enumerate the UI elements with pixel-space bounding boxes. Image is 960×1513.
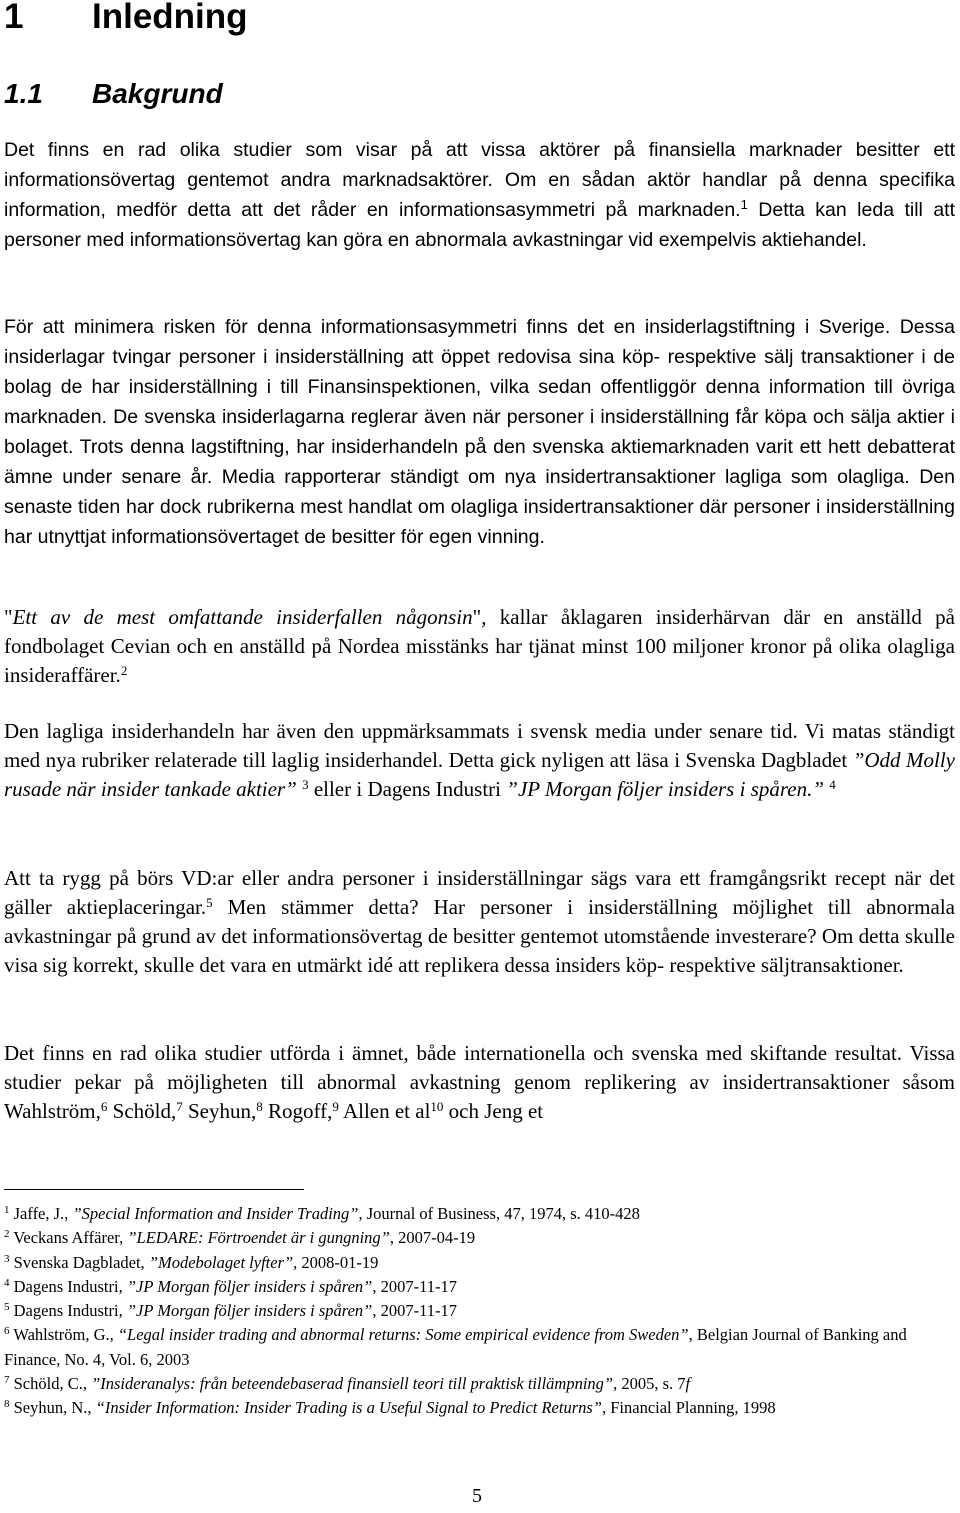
footnote-details: , 2007-11-17 (372, 1276, 457, 1296)
section-title: Bakgrund (92, 78, 223, 109)
footnote-title: ”JP Morgan följer insiders i spåren” (126, 1276, 373, 1296)
paragraph-question (4, 864, 955, 980)
footnote-number: 2 (4, 1228, 10, 1241)
footnote-details: , 2008-01-19 (293, 1252, 379, 1272)
page-number: 5 (472, 1485, 482, 1507)
footnote-number: 8 (4, 1398, 10, 1411)
footnote-title: ”JP Morgan följer insiders i spåren” (126, 1301, 373, 1321)
paragraph-studies (4, 1039, 955, 1126)
footnote-details: , Journal of Business, 47, 1974, s. 410-428 (358, 1204, 640, 1223)
footnote-source: Veckans Affärer, (13, 1228, 128, 1248)
paragraph-text: Allen et al (338, 1099, 431, 1123)
paragraph-text: eller i Dagens Industri (308, 777, 507, 801)
footnote-item (4, 1396, 959, 1420)
article-title: ”JP Morgan följer insiders i spåren.” (506, 777, 825, 801)
chapter-heading (4, 0, 248, 38)
footnote-title: “Legal insider trading and abnormal returns: Some empirical evidence from Sweden” (117, 1325, 689, 1345)
quote-mark: " (472, 605, 482, 629)
paragraph-text: Men stämmer detta? Har personer i insiderställning möjlighet till abnormala avkastningar på grund av det informationsövertag de besitter gentemot utomstående investerare? Om detta skulle visa sig korrekt, skulle det vara en utmärkt idé att replikera dessa insiders köp- respektive säljtransaktioner. (4, 895, 955, 977)
footnote-ref-6[interactable]: 6 (100, 1098, 108, 1114)
footnote-ref-10[interactable]: 10 (430, 1098, 444, 1114)
footnote-ref-8[interactable]: 8 (256, 1098, 263, 1114)
footnote-details: , Belgian Journal of Banking and Finance, No. 4, Vol. 6, 2003 (4, 1325, 907, 1369)
quote-mark: " (4, 605, 13, 629)
footnote-ref-4[interactable]: 4 (829, 776, 836, 792)
footnote-item (4, 1226, 959, 1250)
paragraph-text: och Jeng et (443, 1099, 544, 1123)
footnote-number: 6 (4, 1325, 10, 1338)
paragraph-text: Detta kan leda till att personer med informationsövertag kan göra en abnormala avkastningar vid exempelvis aktiehandel. (4, 199, 955, 251)
footnote-ref-1[interactable]: 1 (740, 196, 748, 212)
footnote-item (4, 1299, 959, 1323)
footnote-item (4, 1202, 959, 1226)
footnote-title: ”Insideranalys: från beteendebaserad finansiell teori till praktisk tillämpning” (91, 1374, 614, 1394)
footnote-list (4, 1202, 959, 1421)
paragraph-text: Det finns en rad olika studier som visar på att vissa aktörer på finansiella marknader besitter ett informationsövertag gentemot andra marknadsaktörer. Om en sådan aktör handlar på denna specifika information, medför detta att det råder en informationsasymmetri på marknaden. (4, 139, 955, 221)
footnote-source: Jaffe, J., (13, 1204, 73, 1223)
paragraph-text: , kallar åklagaren insiderhärvan där en anställd på fondbolaget Cevian och en anställd på Nordea misstänks har tjänat minst 100 miljoner kronor på olika olagliga insideraffärer. (4, 605, 955, 687)
section-heading (4, 76, 223, 112)
footnote-ref-7[interactable]: 7 (176, 1098, 183, 1114)
footnote-details: , 2007-04-19 (389, 1228, 476, 1248)
footnote-details: , Financial Planning, 1998 (601, 1398, 776, 1418)
footnote-title: ”Modebolaget lyfter” (148, 1252, 294, 1272)
footnote-number: 5 (4, 1301, 10, 1314)
footnote-source: Dagens Industri, (13, 1301, 127, 1321)
chapter-number: 1 (4, 0, 24, 36)
paragraph-text: Seyhun, (182, 1099, 257, 1123)
footnote-title: ”Special Information and Insider Trading” (72, 1204, 359, 1223)
footnote-title: ”LEDARE: Förtroendet är i gungning” (127, 1228, 390, 1248)
paragraph-quote (4, 603, 955, 690)
footnote-number: 1 (4, 1203, 10, 1216)
footnote-details: f (685, 1374, 691, 1394)
paragraph-text: Att ta rygg på börs VD:ar eller andra personer i insiderställningar sägs vara ett framgångsrikt recept när det gäller aktieplaceringar. (4, 866, 955, 919)
footnote-source: Schöld, C., (13, 1374, 92, 1394)
paragraph-intro (4, 135, 955, 255)
paragraph-text: För att minimera risken för denna informationsasymmetri finns det en insiderlagstiftning i Sverige. Dessa insiderlagar tvingar personer i insiderställning att öppet redovisa sina köp- respektive sälj transaktioner i de bolag de har insiderställning i till Finansinspektionen, vilka sedan offentliggör denna information till övriga marknaden. De svenska insiderlagarna reglerar även när personer i insiderställning får köpa och sälja aktier i bolaget. Trots denna lagstiftning, har insiderhandeln på den svenska aktiemarknaden varit ett hett debatterat ämne under senare år. Media rapporterar ständigt om nya insidertransaktioner lagliga som olagliga. Den senaste tiden har dock rubrikerna mest handlat om olagliga insidertransaktioner där personer i insiderställning har utnyttjat informationsövertaget de besitter för egen vinning. (4, 316, 955, 548)
footnote-ref-5[interactable]: 5 (206, 894, 213, 910)
quote-text: Ett av de mest omfattande insiderfallen någonsin (12, 605, 473, 629)
footnote-item (4, 1372, 959, 1396)
footnote-title: “Insider Information: Insider Trading is a Useful Signal to Predict Returns” (95, 1398, 602, 1418)
footnote-source: Seyhun, N., (13, 1398, 96, 1418)
paragraph-text: Den lagliga insiderhandeln har även den uppmärksammats i svensk media under senare tid. Vi matas ständigt med nya rubriker relaterade till laglig insiderhandel. Detta gick nyligen att läsa i Svenska Dagbladet (4, 719, 955, 772)
paragraph-legislation (4, 312, 955, 552)
footnote-source: Svenska Dagbladet, (13, 1252, 149, 1272)
footnote-separator (4, 1189, 304, 1190)
footnote-item (4, 1251, 959, 1275)
chapter-title: Inledning (92, 0, 248, 36)
paragraph-legal-insider (4, 717, 955, 804)
footnote-item (4, 1275, 959, 1299)
footnote-number: 3 (4, 1252, 10, 1265)
footnote-item (4, 1323, 959, 1372)
footnote-ref-3[interactable]: 3 (302, 776, 309, 792)
section-number: 1.1 (4, 78, 43, 109)
footnote-source: Dagens Industri, (13, 1276, 127, 1296)
footnote-details: , 2005, s. 7 (613, 1374, 686, 1394)
footnote-ref-9[interactable]: 9 (332, 1098, 339, 1114)
paragraph-text: Det finns en rad olika studier utförda i ämnet, både internationella och svenska med skiftande resultat. Vissa studier pekar på möjligheten till abnormal avkastning genom replikering av insidertransaktioner såsom Wahlström, (4, 1041, 955, 1123)
footnote-ref-2[interactable]: 2 (120, 662, 128, 678)
paragraph-text: Rogoff, (262, 1099, 333, 1123)
footnote-details: , 2007-11-17 (372, 1301, 457, 1321)
paragraph-text: Schöld, (107, 1099, 177, 1123)
footnote-source: Wahlström, G., (13, 1325, 118, 1345)
footnote-number: 4 (4, 1276, 10, 1289)
footnote-number: 7 (4, 1374, 10, 1387)
article-title: ”Odd Molly rusade när insider tankade aktier” (4, 748, 955, 801)
